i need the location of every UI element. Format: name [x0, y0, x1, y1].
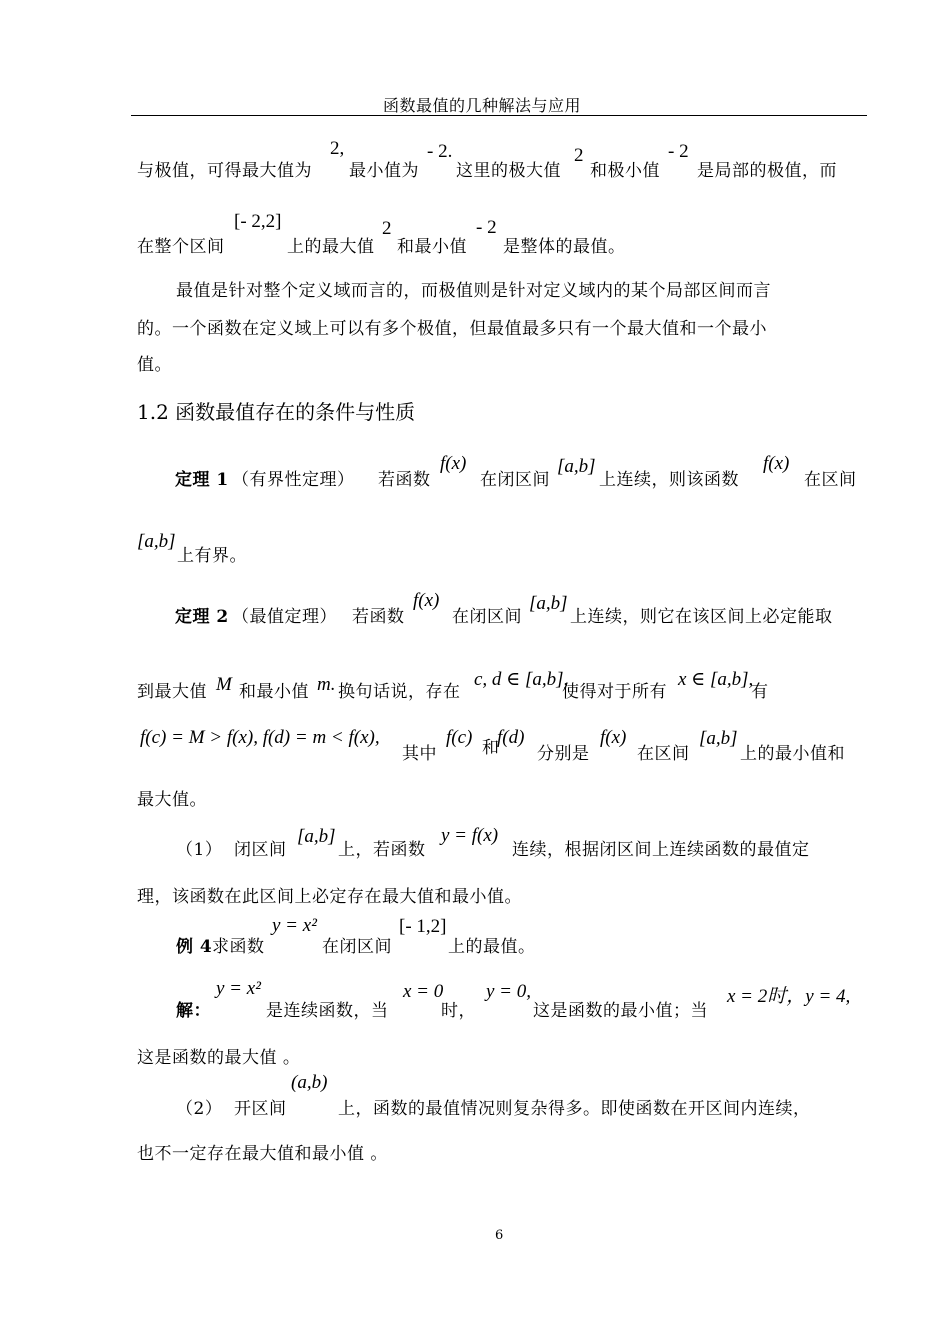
item2-number: （2）: [176, 1099, 223, 1119]
math-y-fx: y = f(x): [441, 825, 499, 846]
text: 上，若函数: [338, 840, 426, 860]
item1-number: （1）: [176, 840, 223, 860]
math-y-x2: y = x²: [216, 978, 261, 999]
math-x2-y4: x = 2时，y = 4,: [727, 986, 851, 1007]
text: 与极值，可得最大值为: [137, 161, 312, 181]
math-open-interval: (a,b): [291, 1072, 328, 1093]
text: 在闭区间: [480, 470, 550, 490]
math-interval: [- 2,2]: [234, 211, 282, 232]
text: 上的最大值: [287, 237, 375, 257]
text: 换句话说，存在: [338, 682, 461, 702]
math-value: 2: [382, 218, 392, 239]
text: 和极小值: [590, 161, 660, 181]
para2-line1: 最值是针对整个定义域而言的，而极值则是针对定义域内的某个局部区间而言: [176, 281, 771, 301]
text: 若函数: [378, 470, 431, 490]
text: 是整体的最值。: [503, 237, 626, 257]
text: 连续，根据闭区间上连续函数的最值定: [512, 840, 810, 860]
math-interval: [a,b]: [297, 826, 336, 847]
math-m: m.: [317, 674, 336, 695]
math-y0: y = 0,: [486, 981, 532, 1002]
example4-label: 例 4: [176, 937, 213, 957]
math-fx: f(x): [763, 453, 790, 474]
math-max: 2,: [330, 138, 345, 159]
text: （最值定理）: [232, 607, 337, 627]
text: 开区间: [234, 1099, 287, 1119]
text: 和最小值: [239, 682, 309, 702]
text: 上的最值。: [448, 937, 536, 957]
text: 到最大值: [137, 682, 207, 702]
theorem2-label: 定理 2: [175, 607, 229, 627]
text: 在闭区间: [452, 607, 522, 627]
text: 在区间: [637, 744, 690, 764]
math-interval: [a,b]: [699, 728, 738, 749]
text: 在区间: [804, 470, 857, 490]
math-fx: f(x): [600, 727, 627, 748]
text: 是连续函数，当: [266, 1001, 389, 1021]
math-interval: [a,b]: [557, 456, 596, 477]
para2-line3: 值。: [137, 355, 172, 375]
text: （有界性定理）: [232, 470, 355, 490]
math-fx: f(x): [413, 590, 440, 611]
text: 在整个区间: [137, 237, 225, 257]
text: 上连续，则该函数: [599, 470, 739, 490]
text: 上连续，则它在该区间上必定能取: [570, 607, 833, 627]
text: 有: [751, 682, 769, 702]
text: 这是函数的最大值 。: [137, 1048, 301, 1068]
text: 若函数: [352, 607, 405, 627]
math-local-min: - 2: [668, 141, 689, 162]
text: 上有界。: [177, 546, 247, 566]
text: 是局部的极值，而: [697, 161, 837, 181]
text: 和: [482, 738, 500, 758]
para2-line2: 的。一个函数在定义域上可以有多个极值，但最值最多只有一个最大值和一个最小: [137, 319, 767, 339]
text: 也不一定存在最大值和最小值 。: [137, 1144, 388, 1164]
math-interval: [- 1,2]: [399, 916, 447, 937]
math-fd: f(d): [497, 727, 525, 748]
running-header: 函数最值的几种解法与应用: [383, 96, 582, 115]
text: 时，: [441, 1001, 476, 1021]
math-value: - 2: [476, 217, 497, 238]
math-interval: [a,b]: [137, 531, 176, 552]
header-rule: [131, 115, 867, 116]
text: 使得对于所有: [562, 682, 667, 702]
solution-label: 解：: [176, 1001, 211, 1021]
math-fx: f(x): [440, 453, 467, 474]
math-x-in: x ∈ [a,b],: [678, 669, 754, 690]
page-number: 6: [495, 1228, 504, 1243]
text: 和最小值: [397, 237, 467, 257]
math-x0: x = 0: [403, 981, 444, 1002]
math-fc: f(c): [446, 727, 473, 748]
theorem1-label: 定理 1: [175, 470, 229, 490]
math-M: M: [216, 674, 232, 695]
text: 上，函数的最值情况则复杂得多。即使函数在开区间内连续，: [338, 1099, 811, 1119]
text: 最小值为: [349, 161, 419, 181]
text: 在闭区间: [322, 937, 392, 957]
text: 这里的极大值: [456, 161, 561, 181]
text: 其中: [402, 744, 437, 764]
text: 分别是: [537, 744, 590, 764]
math-inequality: f(c) = M > f(x), f(d) = m < f(x),: [140, 727, 380, 748]
math-min: - 2.: [427, 141, 453, 162]
math-cd: c, d ∈ [a,b],: [474, 669, 569, 690]
text: 上的最小值和: [740, 744, 845, 764]
text: 求函数: [212, 937, 265, 957]
para1-line1: [137, 156, 312, 181]
text: 最大值。: [137, 790, 207, 810]
text: 理，该函数在此区间上必定存在最大值和最小值。: [137, 887, 522, 907]
section-heading: 1.2 函数最值存在的条件与性质: [137, 400, 416, 424]
text: 闭区间: [234, 840, 287, 860]
math-y-x2: y = x²: [272, 915, 317, 936]
math-interval: [a,b]: [529, 593, 568, 614]
math-local-max: 2: [574, 145, 584, 166]
text: 这是函数的最小值；当: [533, 1001, 708, 1021]
